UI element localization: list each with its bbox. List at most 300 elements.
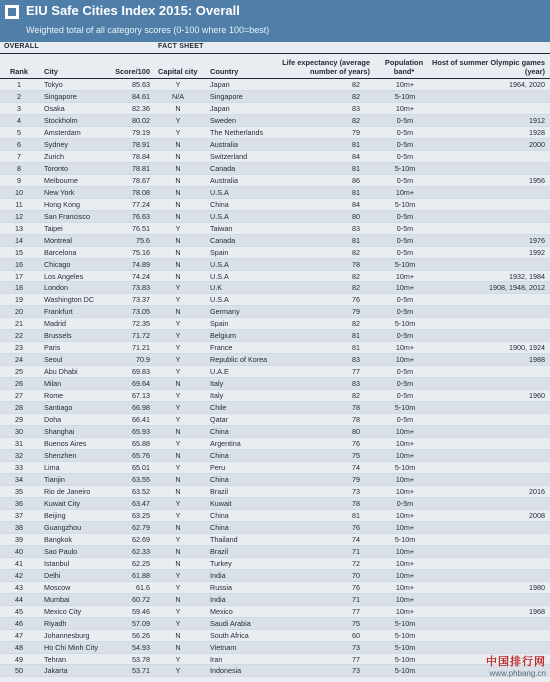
rank-cell: 7 <box>17 151 21 161</box>
score-cell: 78.91 <box>132 139 150 149</box>
score-cell: 69.64 <box>132 379 150 389</box>
population-band-cell: 5-10m <box>394 91 416 101</box>
score-cell: 70.9 <box>136 355 150 365</box>
table-row <box>0 474 550 486</box>
olympic-host-cell: 2016 <box>529 486 545 496</box>
city-cell: Madrid <box>44 319 66 329</box>
score-cell: 66.98 <box>132 403 150 413</box>
life-expectancy-cell: 82 <box>352 91 360 101</box>
city-cell: London <box>44 283 68 293</box>
score-cell: 76.63 <box>132 211 150 221</box>
rank-cell: 9 <box>17 175 21 185</box>
capital-cell: N <box>175 546 181 556</box>
city-cell: Johannesburg <box>44 630 90 640</box>
life-expectancy-cell: 84 <box>352 151 360 161</box>
table-row <box>0 438 550 450</box>
city-table <box>0 79 550 677</box>
population-band-cell: 0-5m <box>396 151 414 161</box>
country-cell: India <box>210 570 226 580</box>
country-cell: Thailand <box>210 534 238 544</box>
life-expectancy-cell: 75 <box>352 618 360 628</box>
rank-cell: 28 <box>15 403 23 413</box>
country-cell: France <box>210 343 233 353</box>
table-row <box>0 294 550 306</box>
capital-cell: Y <box>175 498 181 508</box>
score-cell: 67.13 <box>132 391 150 401</box>
score-cell: 78.08 <box>132 187 150 197</box>
score-cell: 75.16 <box>132 247 150 257</box>
life-expectancy-cell: 83 <box>352 103 360 113</box>
city-cell: Mexico City <box>44 606 82 616</box>
country-cell: U.S.A <box>210 271 229 281</box>
capital-cell: N <box>175 486 181 496</box>
table-row <box>0 522 550 534</box>
city-cell: Istanbul <box>44 558 70 568</box>
country-cell: Mexico <box>210 606 233 616</box>
city-cell: Seoul <box>44 355 63 365</box>
life-expectancy-cell: 72 <box>352 558 360 568</box>
capital-cell: Y <box>175 115 181 125</box>
table-row <box>0 402 550 414</box>
life-expectancy-cell: 73 <box>352 642 360 652</box>
country-cell: China <box>210 199 229 209</box>
capital-cell: N <box>175 259 181 269</box>
life-expectancy-cell: 86 <box>352 175 360 185</box>
capital-cell: N <box>175 175 181 185</box>
capital-cell: N <box>175 474 181 484</box>
capital-cell: N <box>175 199 181 209</box>
life-expectancy-cell: 82 <box>352 247 360 257</box>
population-band-cell: 10m+ <box>395 474 415 484</box>
table-row <box>0 259 550 271</box>
rank-cell: 11 <box>15 199 23 209</box>
rank-cell: 1 <box>17 80 21 89</box>
olympic-host-cell: 1928 <box>529 127 545 137</box>
table-row <box>0 139 550 151</box>
capital-cell: N <box>175 307 181 317</box>
country-cell: Spain <box>210 319 229 329</box>
capital-cell: Y <box>175 606 181 616</box>
country-cell: Taiwan <box>210 223 233 233</box>
rank-cell: 44 <box>15 594 23 604</box>
capital-cell: Y <box>175 80 181 89</box>
table-row <box>0 618 550 630</box>
score-cell: 62.69 <box>132 534 150 544</box>
life-expectancy-cell: 82 <box>352 115 360 125</box>
population-band-cell: 0-5m <box>396 391 414 401</box>
olympic-host-cell: 1908, 1948, 2012 <box>489 283 545 293</box>
country-cell: China <box>210 451 229 461</box>
country-cell: U.S.A <box>210 211 229 221</box>
capital-cell: Y <box>175 295 181 305</box>
city-cell: Barcelona <box>44 247 77 257</box>
rank-cell: 5 <box>17 127 21 137</box>
life-expectancy-cell: 74 <box>352 463 360 472</box>
capital-cell: N <box>175 630 181 640</box>
city-cell: Stockholm <box>44 115 78 125</box>
population-band-cell: 10m+ <box>395 606 415 616</box>
country-cell: Italy <box>210 391 224 401</box>
city-cell: Doha <box>44 415 62 425</box>
city-cell: Rio de Janeiro <box>44 486 91 496</box>
table-row <box>0 354 550 366</box>
city-cell: Jakarta <box>44 666 68 676</box>
population-band-cell: 0-5m <box>396 175 414 185</box>
capital-cell: Y <box>175 367 181 377</box>
population-band-cell: 0-5m <box>396 235 414 245</box>
watermark <box>486 657 546 679</box>
city-cell: Paris <box>44 343 61 353</box>
col-header-country: Country <box>210 67 239 76</box>
table-row <box>0 235 550 247</box>
rank-cell: 27 <box>15 391 23 401</box>
city-cell: Washington DC <box>44 295 95 305</box>
score-cell: 65.88 <box>132 439 150 449</box>
score-cell: 73.05 <box>132 307 150 317</box>
population-band-cell: 0-5m <box>396 115 414 125</box>
score-cell: 53.78 <box>132 654 150 664</box>
rank-cell: 18 <box>15 283 23 293</box>
olympic-host-cell: 1968 <box>529 606 545 616</box>
olympic-host-cell: 1992 <box>529 247 545 257</box>
rank-cell: 15 <box>15 247 23 257</box>
life-expectancy-cell: 79 <box>352 474 360 484</box>
capital-cell: Y <box>175 582 181 592</box>
population-band-cell: 5-10m <box>394 534 416 544</box>
life-expectancy-cell: 81 <box>352 510 360 520</box>
life-expectancy-cell: 82 <box>352 283 360 293</box>
life-expectancy-cell: 78 <box>352 415 360 425</box>
capital-cell: N <box>175 235 181 245</box>
population-band-cell: 10m+ <box>395 510 415 520</box>
rank-cell: 39 <box>15 534 23 544</box>
score-cell: 60.72 <box>132 594 150 604</box>
col-header-capital: Capital city <box>158 67 198 76</box>
life-expectancy-cell: 77 <box>352 606 360 616</box>
table-row <box>0 450 550 462</box>
country-cell: Argentina <box>210 439 241 449</box>
country-cell: U.S.A <box>210 295 229 305</box>
score-cell: 71.21 <box>132 343 150 353</box>
country-cell: India <box>210 594 226 604</box>
table-row <box>0 342 550 354</box>
population-band-cell: 5-10m <box>394 654 416 664</box>
population-band-cell: 10m+ <box>395 283 415 293</box>
country-cell: Indonesia <box>210 666 242 676</box>
rank-cell: 36 <box>15 498 23 508</box>
country-cell: U.K <box>210 283 222 293</box>
capital-cell: Y <box>175 283 181 293</box>
life-expectancy-cell: 71 <box>352 546 360 556</box>
table-row <box>0 247 550 259</box>
life-expectancy-cell: 81 <box>352 331 360 341</box>
score-cell: 54.93 <box>132 642 150 652</box>
population-band-cell: 10m+ <box>395 594 415 604</box>
country-cell: Switzerland <box>210 151 248 161</box>
population-band-cell: 10m+ <box>395 486 415 496</box>
score-cell: 57.09 <box>132 618 150 628</box>
rank-cell: 46 <box>15 618 23 628</box>
country-cell: Sweden <box>210 115 236 125</box>
population-band-cell: 10m+ <box>395 343 415 353</box>
life-expectancy-cell: 83 <box>352 379 360 389</box>
population-band-cell: 5-10m <box>394 259 416 269</box>
life-expectancy-cell: 81 <box>352 139 360 149</box>
olympic-host-cell: 1988 <box>529 355 545 365</box>
rank-cell: 35 <box>15 486 23 496</box>
capital-cell: Y <box>175 666 181 676</box>
score-cell: 78.84 <box>132 151 150 161</box>
capital-cell: Y <box>175 403 181 413</box>
city-cell: Abu Dhabi <box>44 367 78 377</box>
country-cell: Turkey <box>210 558 232 568</box>
city-cell: Brussels <box>44 331 72 341</box>
capital-cell: N <box>175 558 181 568</box>
population-band-cell: 5-10m <box>394 463 416 472</box>
capital-cell: Y <box>175 331 181 341</box>
rank-cell: 10 <box>15 187 23 197</box>
rank-cell: 19 <box>15 295 23 305</box>
population-band-cell: 5-10m <box>394 163 416 173</box>
table-row <box>0 665 550 677</box>
population-band-cell: 0-5m <box>396 211 414 221</box>
score-cell: 62.25 <box>132 558 150 568</box>
city-cell: Lima <box>44 463 60 472</box>
population-band-cell: 5-10m <box>394 403 416 413</box>
city-cell: Amsterdam <box>44 127 81 137</box>
table-row <box>0 594 550 606</box>
rank-cell: 22 <box>15 331 23 341</box>
country-cell: Singapore <box>210 91 243 101</box>
capital-cell: N <box>175 427 181 437</box>
life-expectancy-cell: 73 <box>352 666 360 676</box>
score-cell: 78.67 <box>132 175 150 185</box>
score-cell: 61.6 <box>136 582 150 592</box>
rank-cell: 29 <box>15 415 23 425</box>
table-row <box>0 546 550 558</box>
score-cell: 61.88 <box>132 570 150 580</box>
table-row <box>0 366 550 378</box>
population-band-cell: 0-5m <box>396 247 414 257</box>
table-row <box>0 115 550 127</box>
capital-cell: Y <box>175 618 181 628</box>
population-band-cell: 10m+ <box>395 80 415 89</box>
city-cell: Beijing <box>44 510 66 520</box>
country-cell: Kuwait <box>210 498 232 508</box>
capital-cell: Y <box>175 415 181 425</box>
capital-cell: N <box>175 187 181 197</box>
watermark-url: www.phbang.cn <box>489 669 546 678</box>
olympic-host-cell: 1900, 1924 <box>509 343 545 353</box>
rank-cell: 20 <box>15 307 23 317</box>
capital-cell: Y <box>175 343 181 353</box>
col-header-city: City <box>44 67 58 76</box>
life-expectancy-cell: 78 <box>352 498 360 508</box>
section-divider <box>0 53 550 54</box>
country-cell: U.A.E <box>210 367 229 377</box>
population-band-cell: 0-5m <box>396 415 414 425</box>
city-cell: Moscow <box>44 582 71 592</box>
country-cell: U.S.A <box>210 187 229 197</box>
city-cell: Shenzhen <box>44 451 77 461</box>
capital-cell: N <box>175 247 181 257</box>
score-cell: 73.83 <box>132 283 150 293</box>
score-cell: 76.51 <box>132 223 150 233</box>
country-cell: China <box>210 474 229 484</box>
life-expectancy-cell: 83 <box>352 223 360 233</box>
life-expectancy-cell: 71 <box>352 594 360 604</box>
life-expectancy-cell: 81 <box>352 235 360 245</box>
capital-cell: N <box>175 163 181 173</box>
score-cell: 53.71 <box>132 666 150 676</box>
rank-cell: 17 <box>15 271 23 281</box>
city-cell: Hong Kong <box>44 199 80 209</box>
rank-cell: 12 <box>15 211 23 221</box>
olympic-host-cell: 1932, 1984 <box>509 271 545 281</box>
population-band-cell: 5-10m <box>394 630 416 640</box>
capital-cell: N/A <box>172 91 184 101</box>
score-cell: 73.37 <box>132 295 150 305</box>
olympic-host-cell: 1912 <box>529 115 545 125</box>
rank-cell: 25 <box>15 367 23 377</box>
country-cell: China <box>210 427 229 437</box>
life-expectancy-cell: 84 <box>352 199 360 209</box>
life-expectancy-cell: 77 <box>352 367 360 377</box>
city-cell: Sao Paulo <box>44 546 78 556</box>
table-row <box>0 414 550 426</box>
olympic-host-cell: 1960 <box>529 391 545 401</box>
page-title: EIU Safe Cities Index 2015: Overall <box>26 3 240 18</box>
rank-cell: 23 <box>15 343 23 353</box>
rank-cell: 14 <box>15 235 23 245</box>
score-cell: 71.72 <box>132 331 150 341</box>
life-expectancy-cell: 74 <box>352 534 360 544</box>
col-header-population-band: Population band* <box>384 58 424 76</box>
city-cell: San Francisco <box>44 211 90 221</box>
country-cell: Canada <box>210 235 236 245</box>
city-cell: Santiago <box>44 403 73 413</box>
life-expectancy-cell: 78 <box>352 403 360 413</box>
population-band-cell: 0-5m <box>396 139 414 149</box>
rank-cell: 50 <box>15 666 23 676</box>
olympic-host-cell: 1956 <box>529 175 545 185</box>
table-row <box>0 462 550 474</box>
score-cell: 59.46 <box>132 606 150 616</box>
country-cell: Australia <box>210 175 238 185</box>
page-subtitle: Weighted total of all category scores (0-100 where 100=best) <box>26 25 270 35</box>
city-cell: Singapore <box>44 91 77 101</box>
country-cell: Vietnam <box>210 642 237 652</box>
city-cell: Milan <box>44 379 62 389</box>
country-cell: Spain <box>210 247 229 257</box>
score-cell: 75.6 <box>136 235 150 245</box>
population-band-cell: 10m+ <box>395 582 415 592</box>
population-band-cell: 5-10m <box>394 618 416 628</box>
capital-cell: N <box>175 151 181 161</box>
country-cell: Japan <box>210 80 230 89</box>
city-cell: Frankfurt <box>44 307 73 317</box>
score-cell: 56.26 <box>132 630 150 640</box>
capital-cell: Y <box>175 127 181 137</box>
table-row <box>0 271 550 283</box>
capital-cell: Y <box>175 463 181 472</box>
country-cell: Iran <box>210 654 223 664</box>
table-row <box>0 211 550 223</box>
population-band-cell: 10m+ <box>395 271 415 281</box>
population-band-cell: 10m+ <box>395 187 415 197</box>
score-cell: 65.93 <box>132 427 150 437</box>
country-cell: U.S.A <box>210 259 229 269</box>
country-cell: Brazil <box>210 486 228 496</box>
city-cell: Los Angeles <box>44 271 84 281</box>
country-cell: South Africa <box>210 630 249 640</box>
population-band-cell: 5-10m <box>394 199 416 209</box>
capital-cell: Y <box>175 391 181 401</box>
score-cell: 63.52 <box>132 486 150 496</box>
capital-cell: N <box>175 271 181 281</box>
table-row <box>0 426 550 438</box>
olympic-host-cell: 1980 <box>529 582 545 592</box>
score-cell: 78.81 <box>132 163 150 173</box>
score-cell: 79.19 <box>132 127 150 137</box>
population-band-cell: 0-5m <box>396 223 414 233</box>
score-cell: 84.61 <box>132 91 150 101</box>
rank-cell: 32 <box>15 451 23 461</box>
table-row <box>0 103 550 115</box>
table-row <box>0 654 550 666</box>
score-cell: 82.36 <box>132 103 150 113</box>
population-band-cell: 10m+ <box>395 546 415 556</box>
olympic-host-cell: 1976 <box>529 235 545 245</box>
city-cell: Zurich <box>44 151 64 161</box>
title-banner <box>0 0 550 42</box>
table-row <box>0 642 550 654</box>
population-band-cell: 10m+ <box>395 439 415 449</box>
city-cell: Melbourne <box>44 175 78 185</box>
city-cell: Shanghai <box>44 427 75 437</box>
country-cell: Australia <box>210 139 238 149</box>
country-cell: Germany <box>210 307 240 317</box>
population-band-cell: 10m+ <box>395 522 415 532</box>
rank-cell: 34 <box>15 474 23 484</box>
score-cell: 63.47 <box>132 498 150 508</box>
capital-cell: N <box>175 103 181 113</box>
life-expectancy-cell: 79 <box>352 307 360 317</box>
city-cell: Toronto <box>44 163 68 173</box>
rank-cell: 16 <box>15 259 23 269</box>
capital-cell: Y <box>175 654 181 664</box>
table-row <box>0 330 550 342</box>
country-cell: Italy <box>210 379 224 389</box>
life-expectancy-cell: 82 <box>352 271 360 281</box>
capital-cell: Y <box>175 439 181 449</box>
olympic-host-cell: 2008 <box>529 510 545 520</box>
population-band-cell: 0-5m <box>396 498 414 508</box>
country-cell: Republic of Korea <box>210 355 268 365</box>
population-band-cell: 0-5m <box>396 307 414 317</box>
capital-cell: N <box>175 522 181 532</box>
life-expectancy-cell: 82 <box>352 319 360 329</box>
life-expectancy-cell: 81 <box>352 343 360 353</box>
city-cell: Tianjin <box>44 474 65 484</box>
table-row <box>0 91 550 103</box>
rank-cell: 37 <box>15 510 23 520</box>
life-expectancy-cell: 70 <box>352 570 360 580</box>
table-row <box>0 582 550 594</box>
population-band-cell: 5-10m <box>394 666 416 676</box>
life-expectancy-cell: 78 <box>352 259 360 269</box>
city-cell: Chicago <box>44 259 71 269</box>
